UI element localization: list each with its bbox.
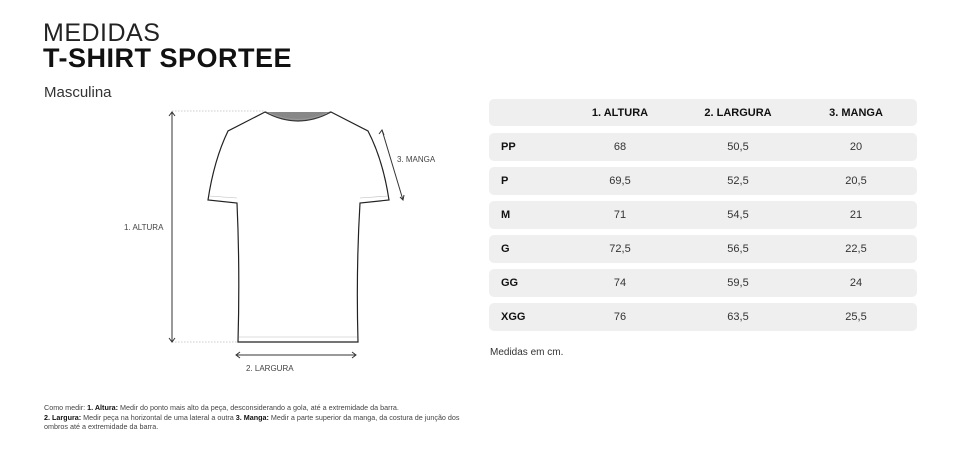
- value-cell: 25,5: [845, 311, 867, 323]
- largura-label: 2. LARGURA: [246, 364, 294, 373]
- value-cell: 72,5: [609, 243, 631, 255]
- howto-manga-text: Medir a parte superior da manga, da costura de junção dos ombros até a extremidade da barra.: [44, 412, 460, 431]
- value-cell: 76: [613, 311, 627, 323]
- manga-label: 3. MANGA: [397, 155, 436, 164]
- howto-intro: Como medir:: [44, 403, 88, 412]
- value-cell: 20,5: [845, 175, 867, 187]
- value-cell: 69,5: [609, 175, 631, 187]
- header-manga: 3. MANGA: [829, 106, 883, 119]
- value-cell: 68: [613, 141, 627, 153]
- value-cell: 71: [613, 209, 627, 221]
- size-cell: P: [501, 175, 509, 187]
- table-header: [489, 99, 917, 126]
- value-cell: 24: [849, 277, 863, 289]
- table-row: [489, 269, 917, 297]
- size-cell: M: [501, 209, 511, 221]
- value-cell: 56,5: [727, 243, 749, 255]
- product-title: T-SHIRT SPORTEE: [43, 43, 293, 73]
- howto-manga-label: 3. Manga:: [235, 412, 269, 422]
- howto-altura-text: Medir do ponto mais alto da peça, desconsiderando a gola, até a extremidade da barra.: [118, 403, 399, 412]
- value-cell: 74: [613, 277, 627, 289]
- value-cell: 50,5: [727, 141, 749, 153]
- size-cell: G: [501, 243, 510, 255]
- value-cell: 63,5: [727, 311, 749, 323]
- size-cell: PP: [501, 141, 516, 153]
- size-table: [489, 99, 917, 337]
- howto-largura-text: Medir peça na horizontal de uma lateral a outra: [81, 412, 236, 422]
- subtitle: Masculina: [44, 84, 112, 101]
- units-note: Medidas em cm.: [490, 347, 564, 358]
- table-row: [489, 201, 917, 229]
- title-light: MEDIDAS: [43, 19, 161, 47]
- value-cell: 20: [849, 141, 863, 153]
- howto-altura-label: 1. Altura:: [87, 403, 119, 412]
- table-row: [489, 235, 917, 263]
- size-cell: GG: [501, 277, 519, 289]
- header-largura: 2. LARGURA: [704, 106, 772, 119]
- table-row: [489, 303, 917, 331]
- howto-largura-label: 2. Largura:: [44, 412, 82, 422]
- how-to-measure: [44, 403, 464, 432]
- value-cell: 52,5: [727, 175, 749, 187]
- table-row: [489, 133, 917, 161]
- value-cell: 59,5: [727, 277, 749, 289]
- table-row: [489, 167, 917, 195]
- value-cell: 22,5: [845, 243, 867, 255]
- size-cell: XGG: [501, 311, 526, 323]
- value-cell: 54,5: [727, 209, 749, 221]
- value-cell: 21: [849, 209, 863, 221]
- header-altura: 1. ALTURA: [591, 106, 649, 119]
- altura-label: 1. ALTURA: [124, 223, 164, 232]
